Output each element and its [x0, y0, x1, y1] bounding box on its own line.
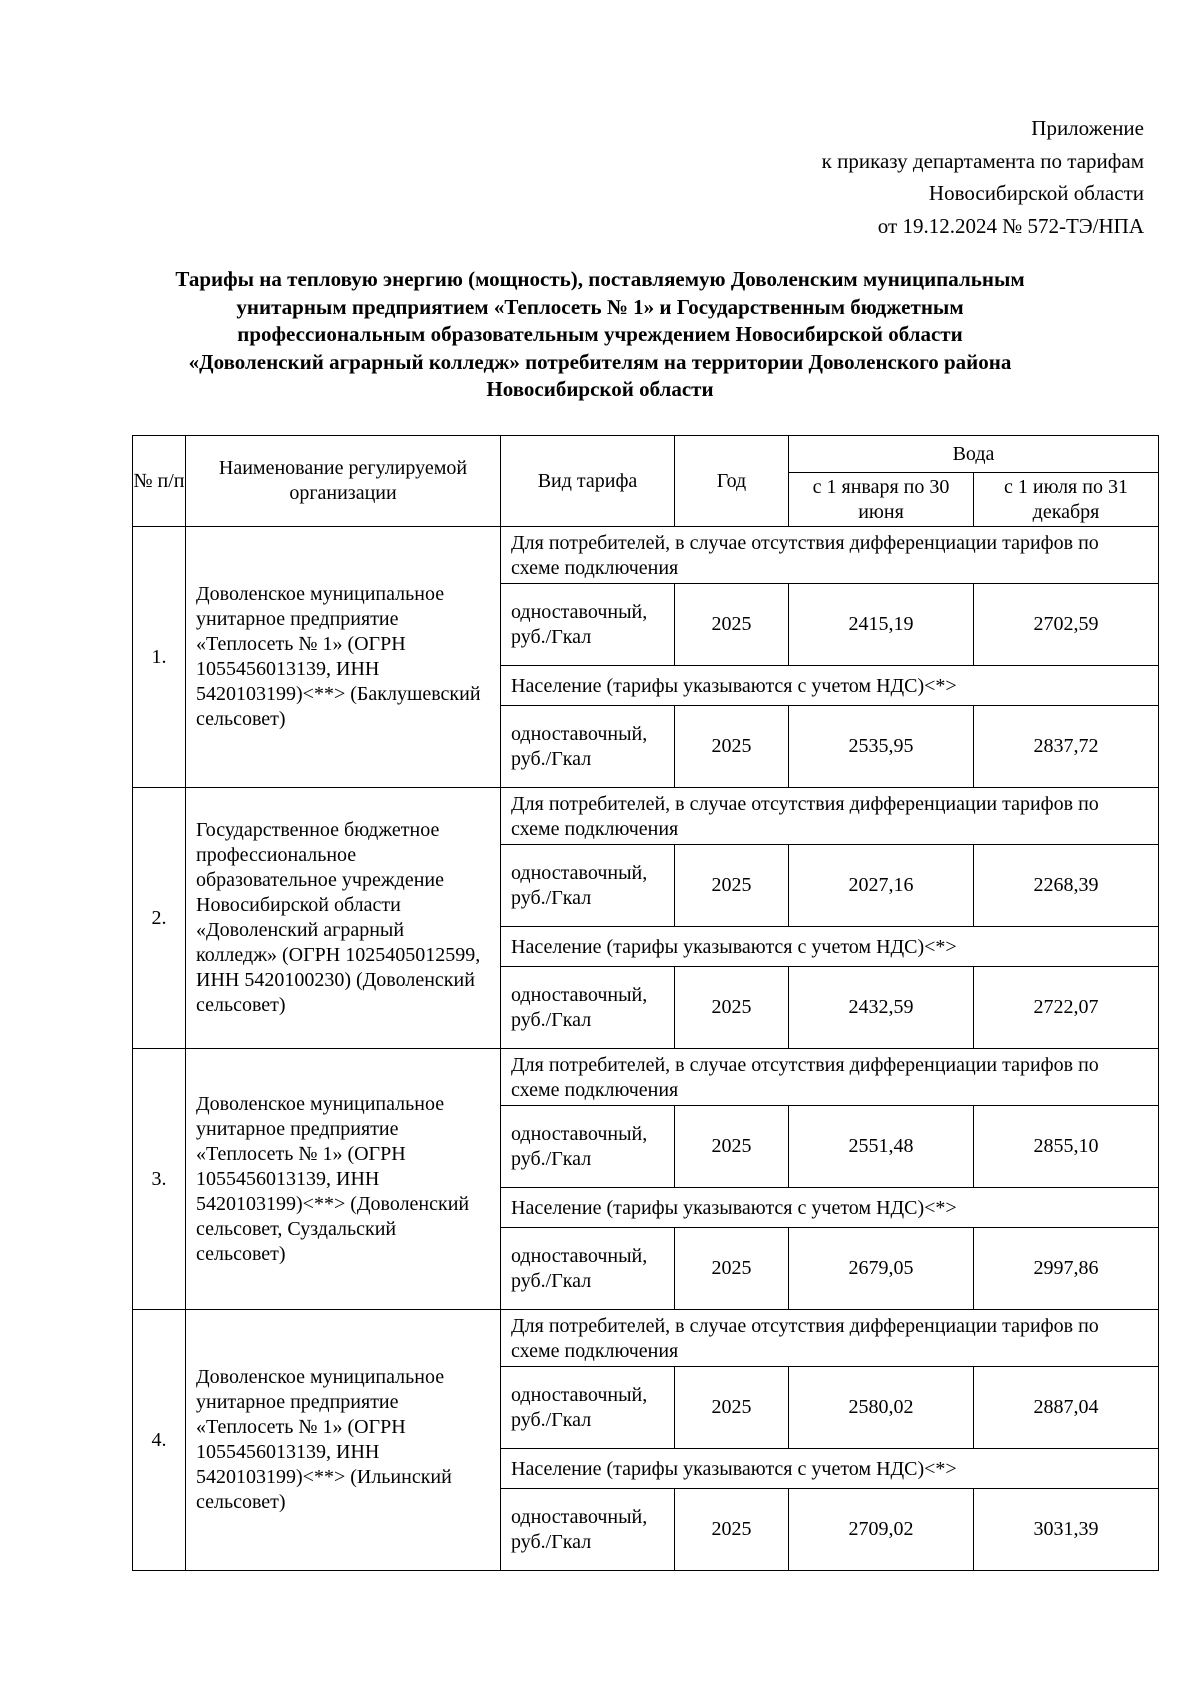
- consumer-category: Для потребителей, в случае отсутствия дифференциации тарифов по схеме подключения: [501, 1310, 1159, 1367]
- tariff-value-h1: 2709,02: [789, 1489, 974, 1571]
- tariff-value-h2: 2855,10: [974, 1106, 1159, 1188]
- consumer-category: Для потребителей, в случае отсутствия дифференциации тарифов по схеме подключения: [501, 1049, 1159, 1106]
- consumer-category-population: Население (тарифы указываются с учетом НДС)<*>: [501, 1188, 1159, 1228]
- tariff-type: одноставочный, руб./Гкал: [501, 1367, 675, 1449]
- header-period-1: с 1 января по 30 июня: [789, 473, 974, 527]
- tariff-value-h2: 3031,39: [974, 1489, 1159, 1571]
- table-row: [133, 1310, 1159, 1367]
- row-number: 2.: [133, 788, 186, 1049]
- header-row: [133, 436, 1159, 473]
- tariff-value-h2: 2722,07: [974, 967, 1159, 1049]
- tariff-year: 2025: [675, 1367, 789, 1449]
- tariff-table: [132, 435, 1159, 1571]
- tariff-type: одноставочный, руб./Гкал: [501, 1489, 675, 1571]
- header-org: Наименование регулируемой организации: [186, 436, 501, 527]
- appendix-header: [600, 112, 1144, 242]
- table-row: [133, 527, 1159, 584]
- consumer-category-population: Население (тарифы указываются с учетом НДС)<*>: [501, 927, 1159, 967]
- organization-name: Доволенское муниципальное унитарное предприятие «Теплосеть № 1» (ОГРН 1055456013139, ИНН 5420103199)<**> (Доволенский сельсовет, Суздальский сельсовет): [186, 1049, 501, 1310]
- tariff-type: одноставочный, руб./Гкал: [501, 584, 675, 666]
- tariff-type: одноставочный, руб./Гкал: [501, 845, 675, 927]
- row-number: 1.: [133, 527, 186, 788]
- tariff-year: 2025: [675, 1489, 789, 1571]
- title-line: профессиональным образовательным учреждением Новосибирской области: [237, 322, 963, 346]
- title-line: Тарифы на тепловую энергию (мощность), поставляемую Доволенским муниципальным: [175, 267, 1025, 291]
- organization-name: Доволенское муниципальное унитарное предприятие «Теплосеть № 1» (ОГРН 1055456013139, ИНН 5420103199)<**> (Баклушевский сельсовет): [186, 527, 501, 788]
- document-title: [120, 266, 1080, 404]
- appendix-order-date: от 19.12.2024 № 572-ТЭ/НПА: [877, 213, 1144, 238]
- table-row: [133, 788, 1159, 845]
- tariff-value-h2: 2702,59: [974, 584, 1159, 666]
- organization-name: Государственное бюджетное профессиональное образовательное учреждение Новосибирской области «Доволенский аграрный колледж» (ОГРН 1025405012599, ИНН 5420100230) (Доволенский сельсовет): [186, 788, 501, 1049]
- header-group-water: Вода: [789, 436, 1159, 473]
- tariff-year: 2025: [675, 1106, 789, 1188]
- row-number: 4.: [133, 1310, 186, 1571]
- tariff-value-h1: 2551,48: [789, 1106, 974, 1188]
- header-year: Год: [675, 436, 789, 527]
- tariff-value-h1: 2679,05: [789, 1228, 974, 1310]
- table-row: [133, 1049, 1159, 1106]
- tariff-type: одноставочный, руб./Гкал: [501, 706, 675, 788]
- consumer-category-population: Население (тарифы указываются с учетом НДС)<*>: [501, 1449, 1159, 1489]
- tariff-year: 2025: [675, 584, 789, 666]
- title-line: «Доволенский аграрный колледж» потребителям на территории Доволенского района: [188, 349, 1012, 374]
- tariff-value-h1: 2580,02: [789, 1367, 974, 1449]
- tariff-type: одноставочный, руб./Гкал: [501, 1106, 675, 1188]
- tariff-table-body: [133, 436, 1159, 1571]
- tariff-type: одноставочный, руб./Гкал: [501, 1228, 675, 1310]
- tariff-value-h2: 2887,04: [974, 1367, 1159, 1449]
- header-period-2: с 1 июля по 31 декабря: [974, 473, 1159, 527]
- consumer-category-population: Население (тарифы указываются с учетом НДС)<*>: [501, 666, 1159, 706]
- row-number: 3.: [133, 1049, 186, 1310]
- tariff-value-h1: 2027,16: [789, 845, 974, 927]
- header-num: № п/п: [133, 436, 186, 527]
- tariff-year: 2025: [675, 967, 789, 1049]
- consumer-category: Для потребителей, в случае отсутствия дифференциации тарифов по схеме подключения: [501, 788, 1159, 845]
- appendix-line: к приказу департамента по тарифам: [821, 148, 1144, 173]
- tariff-value-h2: 2268,39: [974, 845, 1159, 927]
- header-tariff-type: Вид тарифа: [501, 436, 675, 527]
- title-line: Новосибирской области: [486, 377, 714, 401]
- tariff-value-h2: 2837,72: [974, 706, 1159, 788]
- tariff-type: одноставочный, руб./Гкал: [501, 967, 675, 1049]
- tariff-year: 2025: [675, 1228, 789, 1310]
- appendix-line: Новосибирской области: [928, 181, 1144, 205]
- tariff-year: 2025: [675, 706, 789, 788]
- organization-name: Доволенское муниципальное унитарное предприятие «Теплосеть № 1» (ОГРН 1055456013139, ИНН 5420103199)<**> (Ильинский сельсовет): [186, 1310, 501, 1571]
- tariff-value-h1: 2432,59: [789, 967, 974, 1049]
- consumer-category: Для потребителей, в случае отсутствия дифференциации тарифов по схеме подключения: [501, 527, 1159, 584]
- tariff-year: 2025: [675, 845, 789, 927]
- title-line: унитарным предприятием «Теплосеть № 1» и Государственным бюджетным: [236, 294, 964, 319]
- tariff-value-h2: 2997,86: [974, 1228, 1159, 1310]
- tariff-value-h1: 2535,95: [789, 706, 974, 788]
- tariff-value-h1: 2415,19: [789, 584, 974, 666]
- appendix-line: Приложение: [1031, 116, 1144, 140]
